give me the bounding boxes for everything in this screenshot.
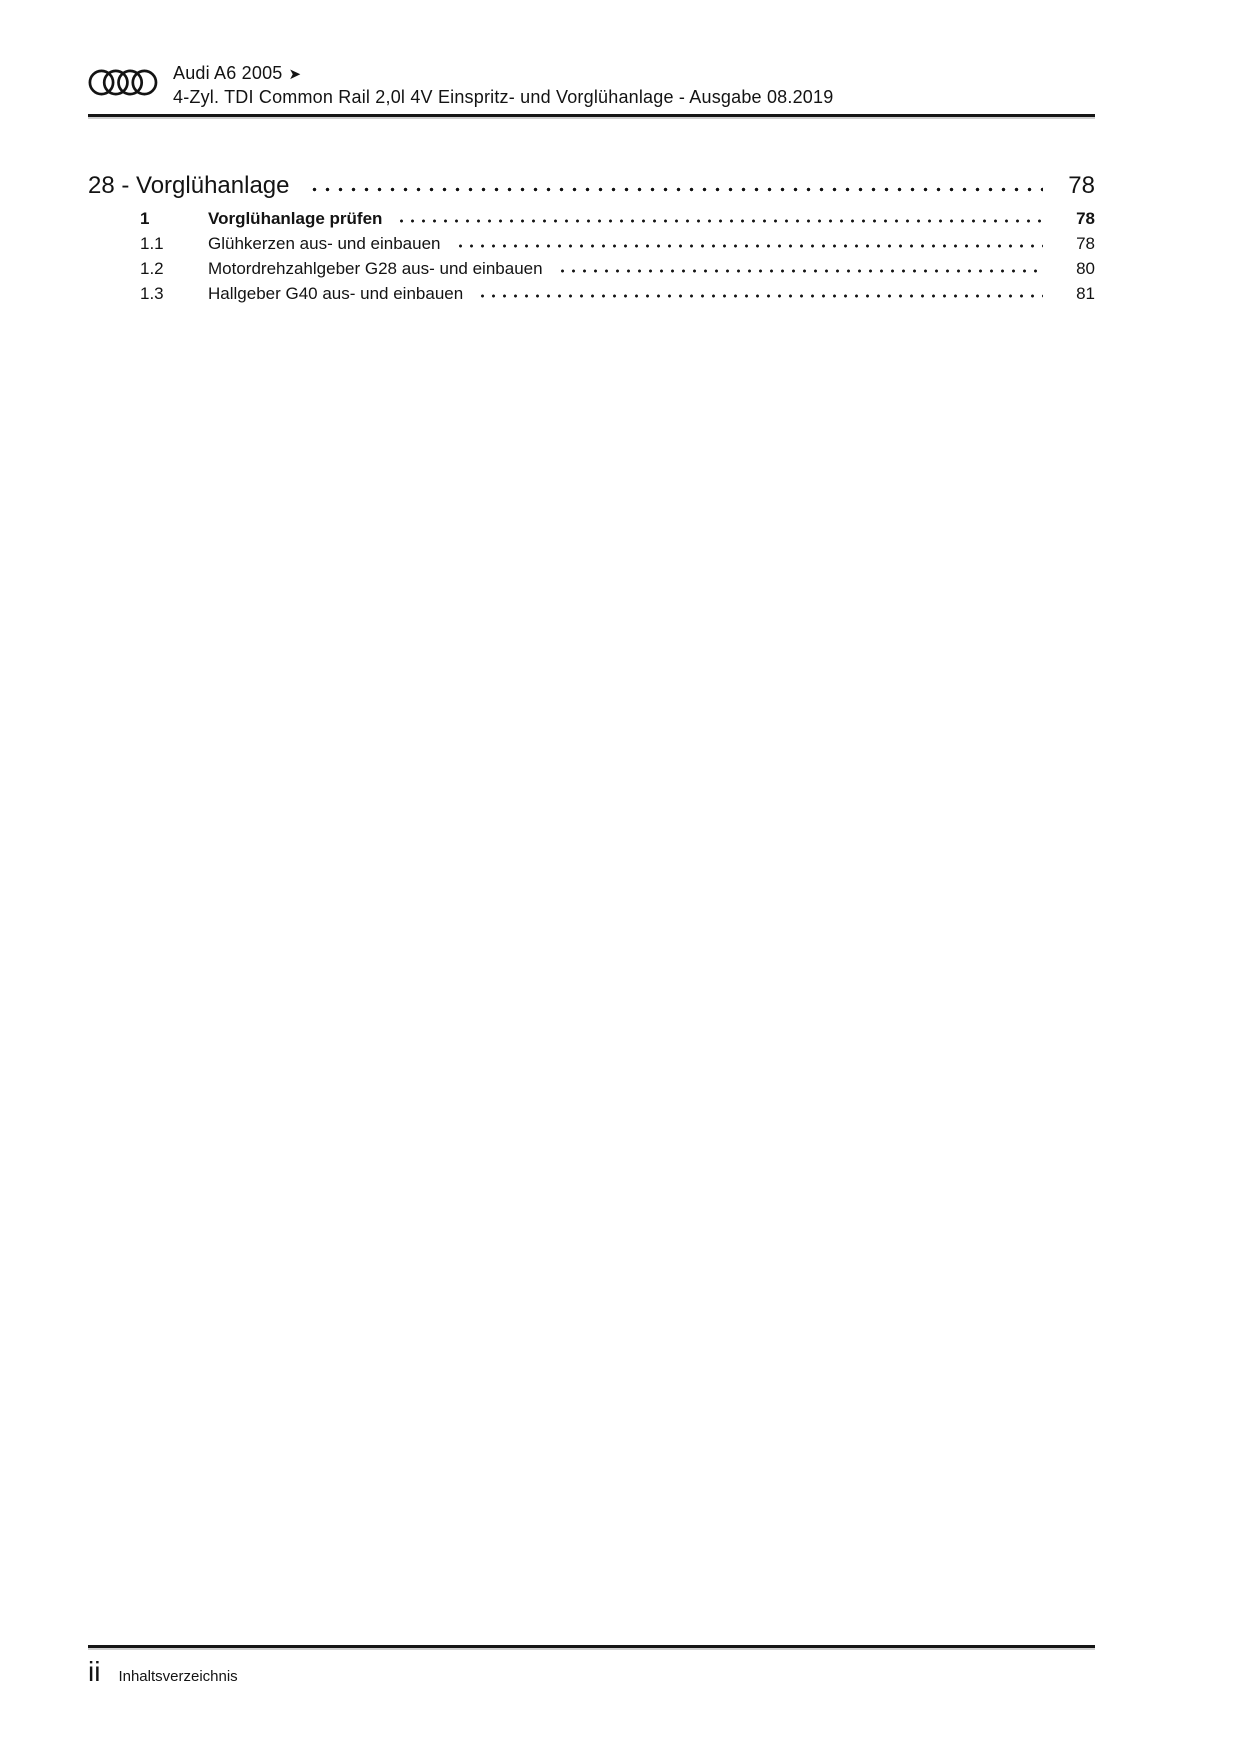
audi-rings-icon <box>88 69 158 101</box>
toc-entry-row <box>88 206 1095 231</box>
dot-leader <box>396 218 1043 224</box>
footer-page-number: ii <box>88 1656 101 1687</box>
toc-entry-number: 1 <box>140 209 150 228</box>
toc-entry-number: 1.2 <box>140 259 164 278</box>
toc-entry-page-number: 78 <box>1076 234 1095 253</box>
dot-leader <box>557 268 1043 274</box>
header-divider <box>88 114 1095 117</box>
model-name: Audi A6 2005 <box>173 63 283 83</box>
document-subtitle: 4-Zyl. TDI Common Rail 2,0l 4V Einspritz- und Vorglühanlage - Ausgabe 08.2019 <box>173 87 834 107</box>
page-header <box>88 62 1095 117</box>
toc-entry-page-number: 81 <box>1076 284 1095 303</box>
toc-entry-page-number: 80 <box>1076 259 1095 278</box>
toc-entry-page-number: 78 <box>1076 209 1095 228</box>
toc-entry-number: 1.3 <box>140 284 164 303</box>
toc-entry-row <box>88 231 1095 256</box>
table-of-contents <box>88 170 1095 306</box>
toc-chapter-row <box>88 170 1095 202</box>
toc-chapter-page-number: 78 <box>1068 172 1095 199</box>
dot-leader <box>308 186 1044 193</box>
toc-entry-title: Vorglühanlage prüfen <box>208 209 383 228</box>
toc-chapter-title: 28 - Vorglühanlage <box>88 172 290 199</box>
dot-leader <box>477 293 1043 299</box>
toc-entry-title: Hallgeber G40 aus- und einbauen <box>208 284 464 303</box>
toc-entry-title: Glühkerzen aus- und einbauen <box>208 234 441 253</box>
page-footer <box>88 1645 1095 1688</box>
dot-leader <box>455 243 1044 249</box>
document-title <box>173 62 833 86</box>
footer-divider <box>88 1645 1095 1648</box>
toc-entry-title: Motordrehzahlgeber G28 aus- und einbauen <box>208 259 543 278</box>
footer-section-label: Inhaltsverzeichnis <box>118 1668 238 1685</box>
toc-entry-number: 1.1 <box>140 234 164 253</box>
model-year-arrow-icon: ➤ <box>288 66 302 83</box>
toc-entry-row <box>88 281 1095 306</box>
toc-entry-row <box>88 256 1095 281</box>
toc-entry-list <box>88 206 1095 306</box>
